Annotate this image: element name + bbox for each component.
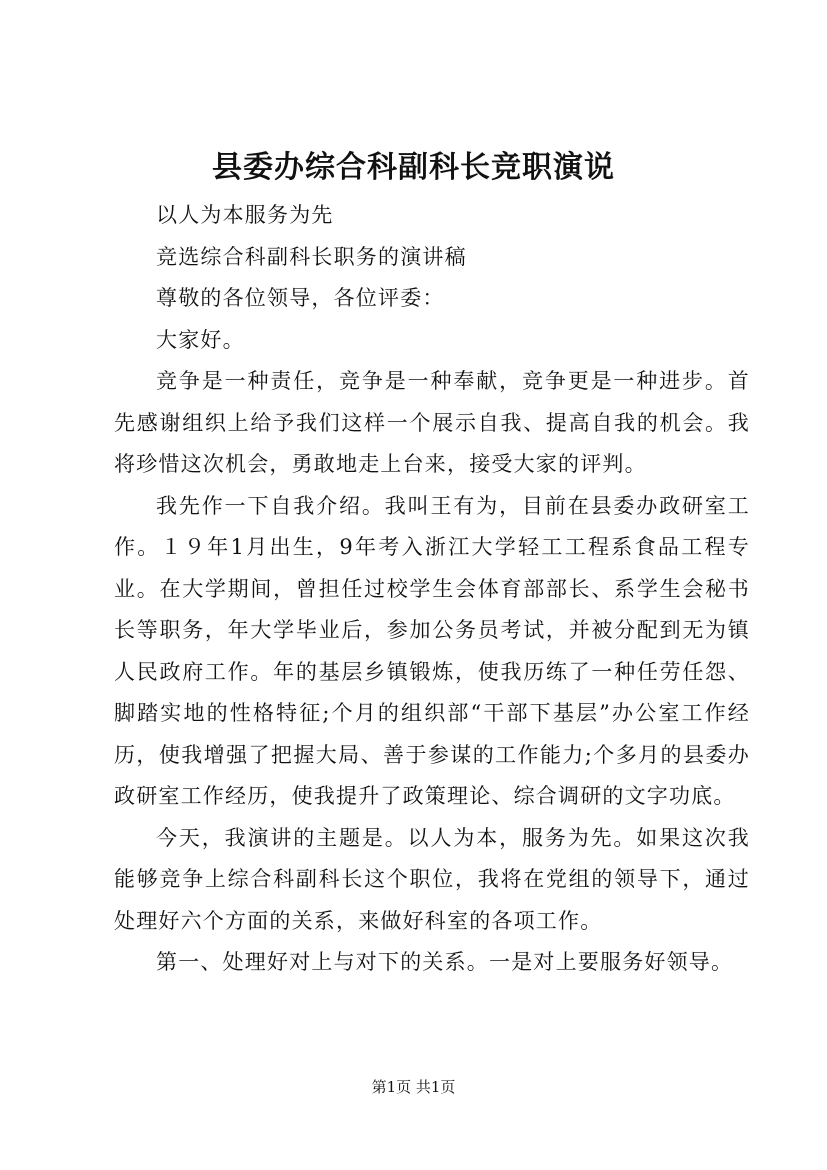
document-body	[114, 195, 750, 984]
paragraph-subtitle: 以人为本服务为先	[156, 203, 334, 227]
paragraph-greeting: 大家好。	[156, 327, 245, 352]
paragraph-first-point: 第一、处理好对上与对下的关系。一是对上要服务好领导。	[156, 950, 734, 974]
document-title: 县委办综合科副科长竞职演说	[212, 150, 615, 185]
paragraph-opening: 竞争是一种责任，竞争是一种奉献，竞争更是一种进步。首先感谢组织上给予我们这样一个展示自我、提高自我的机会。我将珍惜这次机会，勇敢地走上台来，接受大家的评判。	[114, 369, 750, 476]
paragraph-speech-heading: 竞选综合科副科长职务的演讲稿	[156, 244, 467, 269]
paragraph-theme: 今天，我演讲的主题是。以人为本，服务为先。如果这次我能够竞争上综合科副科长这个职位，我将在党组的领导下，通过处理好六个方面的关系，来做好科室的各项工作。	[114, 825, 750, 933]
paragraph-salutation: 尊敬的各位领导，各位评委：	[156, 286, 445, 310]
page-footer: 第1页 共1页	[371, 1078, 456, 1096]
paragraph-self-introduction: 我先作一下自我介绍。我叫王有为，目前在县委办政研室工作。１９年1月出生，9年考入浙江大学轻工工程系食品工程专业。在大学期间，曾担任过校学生会体育部部长、系学生会秘书长等职务，年大学毕业后，参加公务员考试，并被分配到无为镇人民政府工作。年的基层乡镇锻炼，使我历练了一种任劳任怨、脚踏实地的性格特征;个月的组织部“干部下基层”办公室工作经历，使我增强了把握大局、善于参谋的工作能力;个多月的县委办政研室工作经历，使我提升了政策理论、综合调研的文字功底。	[114, 493, 750, 808]
